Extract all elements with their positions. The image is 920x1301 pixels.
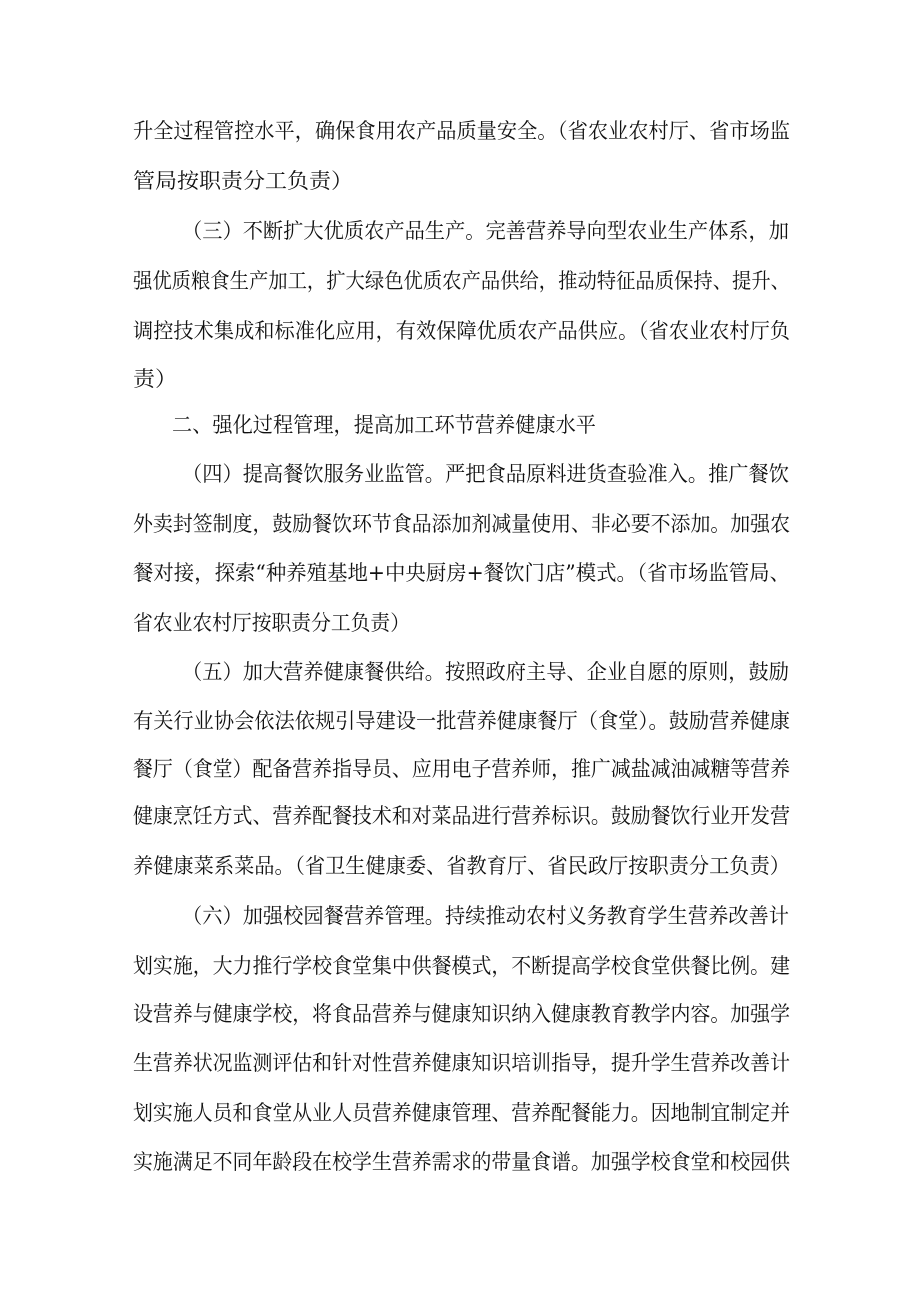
text-line: 外卖封签制度，鼓励餐饮环节食品添加剂减量使用、非必要不添加。加强农 (133, 512, 790, 536)
text-line: 管局按职责分工负责） (133, 169, 353, 193)
text-line: 调控技术集成和标准化应用，有效保障优质农产品供应。（省农业农村厅负 (133, 319, 790, 343)
text-line: （六）加强校园餐营养管理。持续推动农村义务教育学生营养改善计 (182, 904, 789, 928)
text-line: （五）加大营养健康餐供给。按照政府主导、企业自愿的原则，鼓励 (182, 660, 789, 684)
text-line: 责） (133, 367, 177, 391)
text-line: 养健康菜系菜品。（省卫生健康委、省教育厅、省民政厅按职责分工负责） (133, 854, 790, 878)
text-line: （三）不断扩大优质农产品生产。完善营养导向型农业生产体系，加 (182, 219, 789, 243)
text-line: 省农业农村厅按职责分工负责） (133, 611, 410, 635)
text-line: 生营养状况监测评估和针对性营养健康知识培训指导，提升学生营养改善计 (133, 1051, 790, 1075)
text-line: 强优质粮食生产加工，扩大绿色优质农产品供给，推动特征品质保持、提升、 (133, 269, 790, 293)
text-line: 有关行业协会依法依规引导建设一批营养健康餐厅（食堂）。鼓励营养健康 (133, 709, 790, 733)
text-line: 实施满足不同年龄段在校学生营养需求的带量食谱。加强学校食堂和校园供 (133, 1150, 790, 1174)
text-line: 升全过程管控水平，确保食用农产品质量安全。（省农业农村厅、省市场监 (133, 119, 790, 143)
text-line: 划实施，大力推行学校食堂集中供餐模式，不断提高学校食堂供餐比例。建 (133, 954, 790, 978)
text-line: 设营养与健康学校，将食品营养与健康知识纳入健康教育教学内容。加强学 (133, 1002, 790, 1026)
text-line: 健康烹饪方式、营养配餐技术和对菜品进行营养标识。鼓励餐饮行业开发营 (133, 804, 790, 828)
text-line: 餐对接，探索“种养殖基地+中央厨房+餐饮门店”模式。（省市场监管局、 (133, 561, 790, 585)
text-line: （四）提高餐饮服务业监管。严把食品原料进货查验准入。推广餐饮 (182, 462, 789, 486)
text-line: 餐厅（食堂）配备营养指导员、应用电子营养师，推广减盐减油减糖等营养 (133, 757, 790, 781)
text-line: 划实施人员和食堂从业人员营养健康管理、营养配餐能力。因地制宜制定并 (133, 1101, 790, 1125)
section-heading: 二、强化过程管理，提高加工环节营养健康水平 (172, 413, 596, 437)
